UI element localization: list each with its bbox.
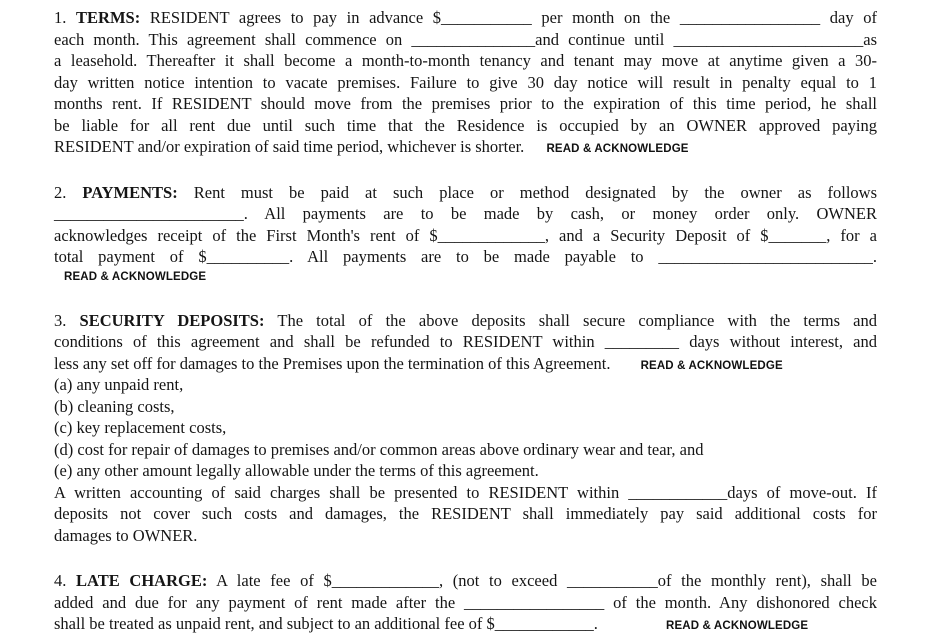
deduction-item: (b) cleaning costs, xyxy=(54,396,175,416)
clause-late-charge-number: 4. xyxy=(54,571,67,590)
clause-security-line: deposits not cover such costs and damages, the RESIDENT shall immediately pay said additional costs for xyxy=(54,504,877,523)
clause-security-line xyxy=(54,310,877,332)
clause-terms xyxy=(54,7,877,158)
clause-security-line xyxy=(54,353,877,375)
clause-terms-line: day written notice intention to vacate premises. Failure to give 30 day notice will result in penalty equal to 1 xyxy=(54,72,877,92)
clause-security-line: damages to OWNER. xyxy=(54,525,198,545)
clause-security-number: 3. xyxy=(54,310,67,330)
clause-late-charge-line: added and due for any payment of rent made after the _________________ of the month. Any dishonored check xyxy=(54,592,877,612)
clause-security-title: SECURITY DEPOSITS: xyxy=(79,310,265,330)
clause-security-deposits xyxy=(54,310,877,547)
clause-payments-line xyxy=(54,182,877,204)
clause-terms-text: RESIDENT agrees to pay in advance $___________ per month on the _________________ day of xyxy=(149,8,877,27)
clause-late-charge-text: A late fee of $_____________, (not to exceed ___________of the monthly rent), shall be xyxy=(216,571,878,590)
clause-late-charge-line xyxy=(54,570,877,592)
clause-terms-number: 1. xyxy=(54,8,67,27)
deduction-item: (a) any unpaid rent, xyxy=(54,375,184,394)
read-acknowledge-label: READ & ACKNOWLEDGE xyxy=(546,143,689,155)
clause-terms-line: be liable for all rent due until such time that the Residence is occupied by an OWNER approved paying xyxy=(54,115,877,135)
clause-terms-line: each month. This agreement shall commence on _______________and continue until _______________________as xyxy=(54,29,877,49)
clause-payments-text: Rent must be paid at such place or method designated by the owner as follows xyxy=(193,182,878,202)
deduction-item: (e) any other amount legally allowable under the terms of this agreement. xyxy=(54,461,539,480)
clause-late-charge xyxy=(54,570,877,635)
clause-security-text: The total of the above deposits shall secure compliance with the terms and xyxy=(277,310,878,330)
clause-late-charge-title: LATE CHARGE: xyxy=(76,571,208,590)
read-acknowledge-label: READ & ACKNOWLEDGE xyxy=(640,359,783,372)
read-acknowledge-label: READ & ACKNOWLEDGE xyxy=(64,270,207,283)
clause-terms-line xyxy=(54,136,877,158)
clause-terms-title: TERMS: xyxy=(76,8,141,27)
clause-security-line: conditions of this agreement and shall be refunded to RESIDENT within _________ days without interest, and xyxy=(54,332,877,351)
clause-payments-line: total payment of $__________. All payments are to be made payable to __________________________. xyxy=(54,247,877,266)
deduction-item: (c) key replacement costs, xyxy=(54,418,227,437)
clause-payments-line: _______________________. All payments are to be made by cash, or money order only. OWNER xyxy=(54,204,877,223)
clause-terms-line: a leasehold. Thereafter it shall become a month-to-month tenancy and tenant may move at anytime given a 30- xyxy=(54,51,877,70)
clause-terms-line: months rent. If RESIDENT should move from the premises prior to the expiration of this time period, he shall xyxy=(54,94,877,113)
clause-late-charge-text: shall be treated as unpaid rent, and subject to an additional fee of $____________. xyxy=(54,614,598,633)
clause-payments xyxy=(54,182,877,286)
clause-terms-text: RESIDENT and/or expiration of said time period, whichever is shorter. xyxy=(54,137,525,156)
read-acknowledge-label: READ & ACKNOWLEDGE xyxy=(666,620,809,632)
clause-payments-line: acknowledges receipt of the First Month's rent of $_____________, and a Security Deposit of $_______, for a xyxy=(54,225,877,245)
clause-terms-line xyxy=(54,7,877,29)
clause-payments-number: 2. xyxy=(54,182,67,202)
clause-security-line: A written accounting of said charges shall be presented to RESIDENT within ____________days of move-out. If xyxy=(54,482,877,502)
clause-late-charge-line xyxy=(54,613,877,635)
clause-security-text: less any set off for damages to the Premises upon the termination of this Agreement. xyxy=(54,353,611,373)
deduction-item: (d) cost for repair of damages to premises and/or common areas above ordinary wear and tear, and xyxy=(54,439,704,459)
clause-payments-title: PAYMENTS: xyxy=(82,182,178,202)
